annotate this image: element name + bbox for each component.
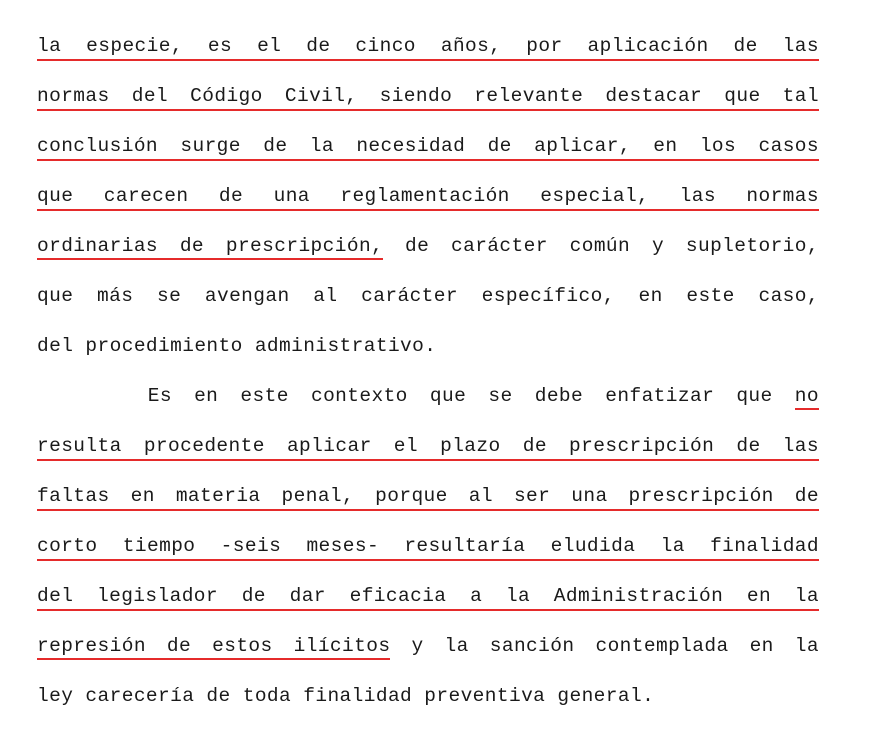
underlined-text: conclusión surge de la necesidad de aplicar, en los casos [37, 134, 819, 161]
text-line-3 [37, 134, 819, 161]
text-line-8 [37, 384, 819, 408]
text-line-11 [37, 534, 819, 561]
text-line-1 [37, 34, 819, 61]
plain-text: que más se avengan al carácter específico, en este caso, [37, 285, 819, 307]
underlined-text: la especie, es el de cinco años, por aplicación de las [37, 34, 819, 61]
plain-text: del procedimiento administrativo. [37, 335, 437, 357]
underlined-text: resulta procedente aplicar el plazo de prescripción de las [37, 434, 819, 461]
text-line-7 [37, 334, 819, 358]
text-line-10 [37, 484, 819, 511]
plain-text: y la sanción contemplada en la [390, 635, 819, 657]
text-line-9 [37, 434, 819, 461]
text-line-5 [37, 234, 819, 258]
text-line-13 [37, 634, 819, 658]
underlined-text: del legislador de dar eficacia a la Administración en la [37, 584, 819, 611]
text-line-2 [37, 84, 819, 111]
underlined-text: no [795, 385, 819, 410]
text-line-14 [37, 684, 819, 708]
text-line-6 [37, 284, 819, 308]
underlined-text: que carecen de una reglamentación especial, las normas [37, 184, 819, 211]
plain-text: de carácter común y supletorio, [383, 235, 819, 257]
underlined-text: faltas en materia penal, porque al ser una prescripción de [37, 484, 819, 511]
text-line-12 [37, 584, 819, 611]
text-line-4 [37, 184, 819, 211]
plain-text: ley carecería de toda finalidad preventiva general. [37, 685, 655, 707]
underlined-text: corto tiempo -seis meses- resultaría eludida la finalidad [37, 534, 819, 561]
underlined-text: ordinarias de prescripción, [37, 235, 383, 260]
plain-text: Es en este contexto que se debe enfatizar que [37, 385, 795, 407]
underlined-text: normas del Código Civil, siendo relevante destacar que tal [37, 84, 819, 111]
underlined-text: represión de estos ilícitos [37, 635, 390, 660]
